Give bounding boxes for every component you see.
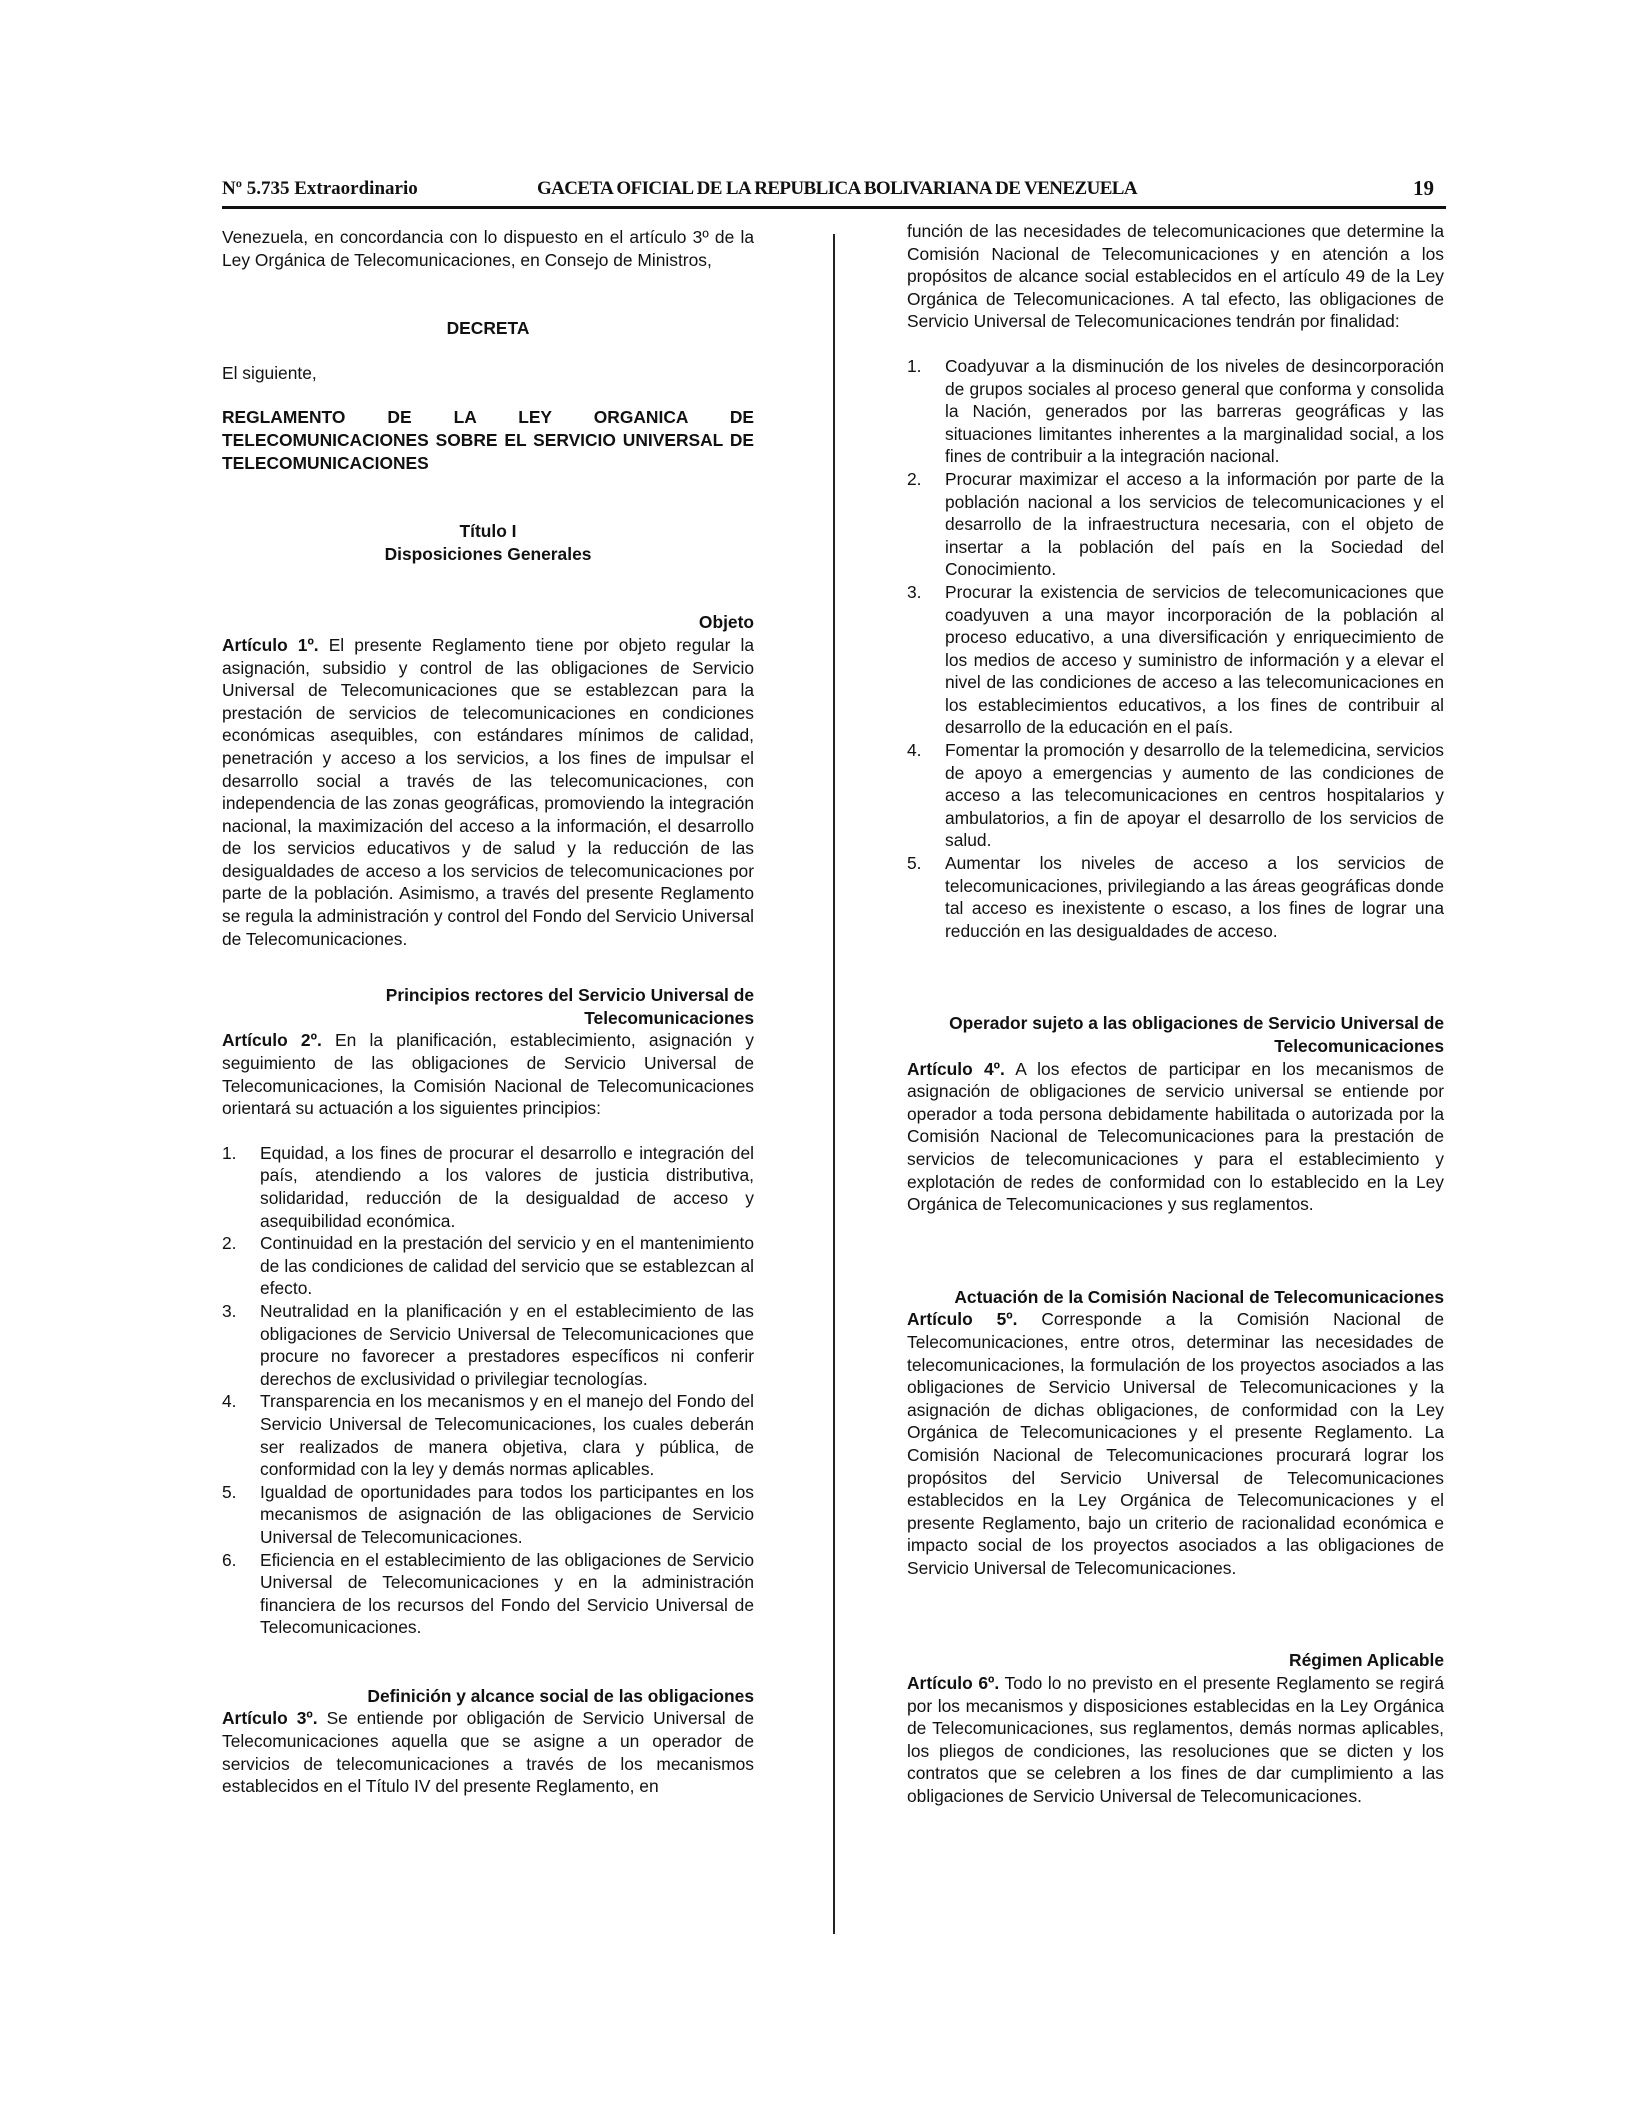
art3-continuation: función de las necesidades de telecomunicaciones que determine la Comisión Nacional de Telecomunicaciones y en atención a los propósitos de alcance social establecidos en el artículo 49 de la Ley Orgánica de Telecomunicaciones. A tal efecto, las obligaciones de Servicio Universal de Telecomunicaciones tendrán por finalidad: xyxy=(907,221,1444,332)
art3-paragraph xyxy=(222,1707,754,1797)
art2-text: En la planificación, establecimiento, asignación y seguimiento de las obligaciones de Servicio Universal de Telecomunicaciones, la Comisión Nacional de Telecomunicaciones orientará su actuación a los siguientes principios: xyxy=(222,1030,754,1119)
gazette-title: GACETA OFICIAL DE LA REPUBLICA BOLIVARIANA DE VENEZUELA xyxy=(537,178,1137,199)
art6-text: Todo lo no previsto en el presente Reglamento se regirá por los mecanismos y disposiciones establecidas en la Ley Orgánica de Telecomunicaciones, sus reglamentos, demás normas aplicables, los pliegos de condiciones, las resoluciones que se dicten y los contratos que se celebren a los fines de dar cumplimiento a las obligaciones de Servicio Universal de Telecomunicaciones. xyxy=(907,1673,1444,1807)
intro-paragraph: Venezuela, en concordancia con lo dispuesto en el artículo 3º de la Ley Orgánica de Telecomunicaciones, en Consejo de Ministros, xyxy=(222,227,754,270)
list-item: 6. Eficiencia en el establecimiento de las obligaciones de Servicio Universal de Telecomunicaciones y en la administración financiera de los recursos del Fondo del Servicio Universal de Telecomunicaciones. xyxy=(222,1549,754,1638)
list-item: 4. Fomentar la promoción y desarrollo de la telemedicina, servicios de apoyo a emergencias y aumento de las condiciones de acceso a las telecomunicaciones en centros hospitalarios y ambulatorios, a fin de apoyar el desarrollo de los servicios de salud. xyxy=(907,740,1444,851)
left-column xyxy=(222,226,754,1798)
art5-text: Corresponde a la Comisión Nacional de Telecomunicaciones, entre otros, determinar las necesidades de telecomunicaciones, la formulación de los proyectos asociados a las obligaciones de Servicio Universal de Telecomunicaciones y la asignación de dichas obligaciones, de conformidad con la Ley Orgánica de Telecomunicaciones y el presente Reglamento. La Comisión Nacional de Telecomunicaciones procurará lograr los propósitos del Servicio Universal de Telecomunicaciones establecidos en la Ley Orgánica de Telecomunicaciones y el presente Reglamento, bajo un criterio de racionalidad económica e impacto social de los proyectos asociados a las obligaciones de Servicio Universal de Telecomunicaciones. xyxy=(907,1309,1444,1578)
titulo-subheading: Disposiciones Generales xyxy=(384,543,592,564)
page-header xyxy=(222,172,1446,209)
art6-paragraph xyxy=(907,1672,1444,1808)
titulo-heading: Título I xyxy=(459,521,517,542)
art1-text: El presente Reglamento tiene por objeto regular la asignación, subsidio y control de las obligaciones de Servicio Universal de Telecomunicaciones que se establezcan para la prestación de servicios de telecomunicaciones en condiciones económicas asequibles, con estándares mínimos de calidad, penetración y acceso a los servicios, a los fines de impulsar el desarrollo social a través de las telecomunicaciones, con independencia de las zonas geográficas, promoviendo la integración nacional, la maximización del acceso a la información, el desarrollo de los servicios educativos y de salud y la reducción de las desigualdades de acceso a los servicios de telecomunicaciones por parte de la población. Asimismo, a través del presente Reglamento se regula la administración y control del Fondo del Servicio Universal de Telecomunicaciones. xyxy=(222,634,754,949)
art2-heading: Principios rectores del Servicio Universal de Telecomunicaciones xyxy=(385,985,754,1028)
art5-heading: Actuación de la Comisión Nacional de Telecomunicaciones xyxy=(954,1286,1444,1307)
art1-paragraph xyxy=(222,634,754,950)
siguiente-text: El siguiente, xyxy=(222,362,317,383)
list-item: 4. Transparencia en los mecanismos y en el manejo del Fondo del Servicio Universal de Telecomunicaciones, los cuales deberán ser realizados de manera objetiva, clara y pública, de conformidad con la ley y demás normas aplicables. xyxy=(222,1391,754,1480)
art5-label: Artículo 5º. xyxy=(907,1309,1018,1330)
list-item: 2. Procurar maximizar el acceso a la información por parte de la población nacional a los servicios de telecomunicaciones y el desarrollo de la infraestructura necesaria, con el objeto de insertar a la población del país en la Sociedad del Conocimiento. xyxy=(907,468,1444,580)
issue-number: Nº 5.735 Extraordinario xyxy=(222,178,418,199)
art6-heading: Régimen Aplicable xyxy=(1289,1650,1444,1671)
column-divider xyxy=(833,234,835,1934)
right-column xyxy=(907,220,1444,1808)
art1-label: Artículo 1º. xyxy=(222,634,319,655)
art4-heading: Operador sujeto a las obligaciones de Servicio Universal de Telecomunicaciones xyxy=(949,1013,1444,1056)
page-number: 19 xyxy=(1413,176,1434,200)
reglamento-title: REGLAMENTO DE LA LEY ORGANICA DE TELECOMUNICACIONES SOBRE EL SERVICIO UNIVERSAL DE TELECOMUNICACIONES xyxy=(222,407,754,473)
art6-label: Artículo 6º. xyxy=(907,1673,1000,1694)
art4-text: A los efectos de participar en los mecanismos de asignación de obligaciones de servicio universal se entiende por operador a toda persona debidamente habilitada o autorizada por la Comisión Nacional de Telecomunicaciones para la prestación de servicios de telecomunicaciones y para el establecimiento y explotación de redes de conformidad con lo establecido en la Ley Orgánica de Telecomunicaciones y sus reglamentos. xyxy=(907,1058,1444,1215)
list-item: 1. Coadyuvar a la disminución de los niveles de desincorporación de grupos sociales al proceso general que conforma y consolida la Nación, generados por las barreras geográficas y las situaciones limitantes inherentes a la marginalidad social, a los fines de contribuir a la integración nacional. xyxy=(907,355,1444,467)
list-item: 5. Aumentar los niveles de acceso a los servicios de telecomunicaciones, privilegiando a las áreas geográficas donde tal acceso es inexistente o escaso, a los fines de lograr una reducción en las desigualdades de acceso. xyxy=(907,853,1444,941)
list-item: 1. Equidad, a los fines de procurar el desarrollo e integración del país, atendiendo a los valores de justicia distributiva, solidaridad, reducción de la desigualdad de acceso y asequibilidad económica. xyxy=(222,1142,754,1231)
art3-label: Artículo 3º. xyxy=(222,1708,318,1729)
decreta-heading: DECRETA xyxy=(446,318,530,339)
list-item: 5. Igualdad de oportunidades para todos los participantes en los mecanismos de asignación de las obligaciones de Servicio Universal de Telecomunicaciones. xyxy=(222,1481,754,1547)
art1-heading: Objeto xyxy=(698,612,754,633)
art3-text: Se entiende por obligación de Servicio Universal de Telecomunicaciones aquella que se asigne a un operador de servicios de telecomunicaciones a través de los mecanismos establecidos en el Título IV del presente Reglamento, en xyxy=(222,1708,754,1797)
art3-purposes-list xyxy=(907,355,1444,942)
art5-paragraph xyxy=(907,1308,1444,1579)
list-item: 3. Neutralidad en la planificación y en el establecimiento de las obligaciones de Servicio Universal de Telecomunicaciones que procure no favorecer a prestadores específicos ni conferir derechos de exclusividad o privilegiar tecnologías. xyxy=(222,1300,754,1389)
art4-label: Artículo 4º. xyxy=(907,1058,1005,1079)
art4-paragraph xyxy=(907,1058,1444,1216)
art2-paragraph xyxy=(222,1029,754,1119)
art2-label: Artículo 2º. xyxy=(222,1030,322,1051)
art2-principles-list xyxy=(222,1142,754,1639)
list-item: 3. Procurar la existencia de servicios de telecomunicaciones que coadyuven a una mayor incorporación de la población al proceso educativo, a una diversificación y enriquecimiento de los medios de acceso y suministro de información y a elevar el nivel de las condiciones de acceso a las telecomunicaciones en los establecimientos educativos, a los fines de contribuir al desarrollo de la educación en el país. xyxy=(907,581,1444,738)
list-item: 2. Continuidad en la prestación del servicio y en el mantenimiento de las condiciones de calidad del servicio que se establezcan al efecto. xyxy=(222,1233,754,1299)
art3-heading: Definición y alcance social de las obligaciones xyxy=(367,1685,754,1706)
